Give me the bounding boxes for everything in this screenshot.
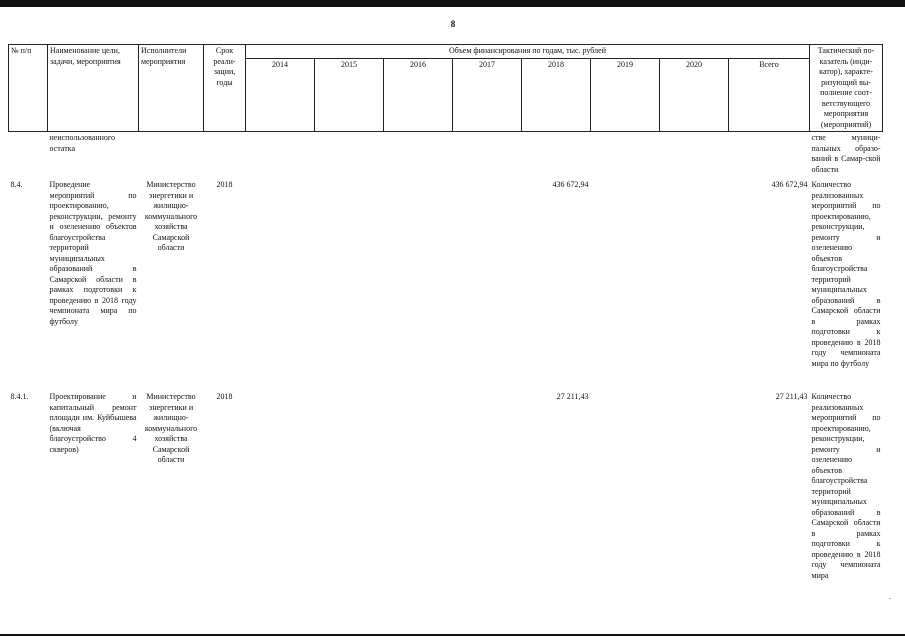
header-indicator: Тактический по-казатель (инди-катор), характе-ризующий вы-полнение соот-ветствующего мероприятия (мероприятий) xyxy=(810,45,883,132)
row-2018 xyxy=(522,132,591,180)
financing-table xyxy=(8,44,883,582)
row-2018: 27 211,43 xyxy=(556,392,589,401)
row-term: 2018 xyxy=(216,180,233,189)
table-row xyxy=(9,391,883,582)
row-name: Проведение мероприятий по проектированию, реконструкции, ремонту и озеленению объектов благоустройства территорий муниципальных образований в Самарской области в рамках подготовки к проведению в 2018 году чемпионата мира по футболу xyxy=(49,180,137,326)
table-row xyxy=(9,179,883,391)
row-total xyxy=(729,132,810,180)
row-total: 436 672,94 xyxy=(771,180,808,189)
row-term: 2018 xyxy=(216,392,233,401)
header-year-2014: 2014 xyxy=(246,59,315,132)
row-2018: 436 672,94 xyxy=(552,180,589,189)
trailing-mark: . xyxy=(889,592,891,601)
row-num: 8.4.1. xyxy=(10,392,29,401)
row-term xyxy=(204,132,246,180)
top-border xyxy=(0,0,905,7)
row-executors: Министерство энергетики и жилищно-коммунального хозяйства Самарской области xyxy=(144,180,198,252)
header-financing: Объем финансирования по годам, тыс. рублей xyxy=(246,45,810,59)
row-indicator: Количество реализованных мероприятий по проектированию, реконструкции, ремонту и озеленению объектов благоустройства территорий муниципальных образований в Самарской области в рамках подготовки к проведению в 2018 году чемпионата мира по футболу xyxy=(811,180,881,368)
row-total: 27 211,43 xyxy=(775,392,808,401)
header-executors: Исполнители мероприятия xyxy=(139,45,204,132)
header-year-2020: 2020 xyxy=(660,59,729,132)
row-indicator: стве муници-пальных образо-ваний в Самар-ской области xyxy=(811,133,881,174)
header-year-2017: 2017 xyxy=(453,59,522,132)
header-year-2018: 2018 xyxy=(522,59,591,132)
page-number: 8 xyxy=(450,19,456,29)
row-executors xyxy=(139,132,204,180)
header-num: № п/п xyxy=(9,45,48,132)
table-row xyxy=(9,132,883,180)
row-executors: Министерство энергетики и жилищно-коммунального хозяйства Самарской области xyxy=(144,392,198,464)
header-name: Наименование цели, задачи, мероприятия xyxy=(48,45,139,132)
row-name: Проектирование и капитальный ремонт площади им. Куйбышева (включая благоустройство 4 скверов) xyxy=(49,392,137,454)
row-num xyxy=(9,132,48,180)
row-name: неиспользованного остатка xyxy=(49,133,115,153)
header-term: Срок реали-зации, годы xyxy=(204,45,246,132)
bottom-border xyxy=(0,634,905,636)
row-indicator: Количество реализованных мероприятий по проектированию, реконструкции, ремонту и озеленению объектов благоустройства территорий муниципальных образований в Самарской области в рамках подготовки к проведению в 2018 году чемпионата мира xyxy=(811,392,881,580)
header-year-2019: 2019 xyxy=(591,59,660,132)
row-num: 8.4. xyxy=(10,180,23,189)
header-year-2016: 2016 xyxy=(384,59,453,132)
header-year-total: Всего xyxy=(729,59,810,132)
header-year-2015: 2015 xyxy=(315,59,384,132)
